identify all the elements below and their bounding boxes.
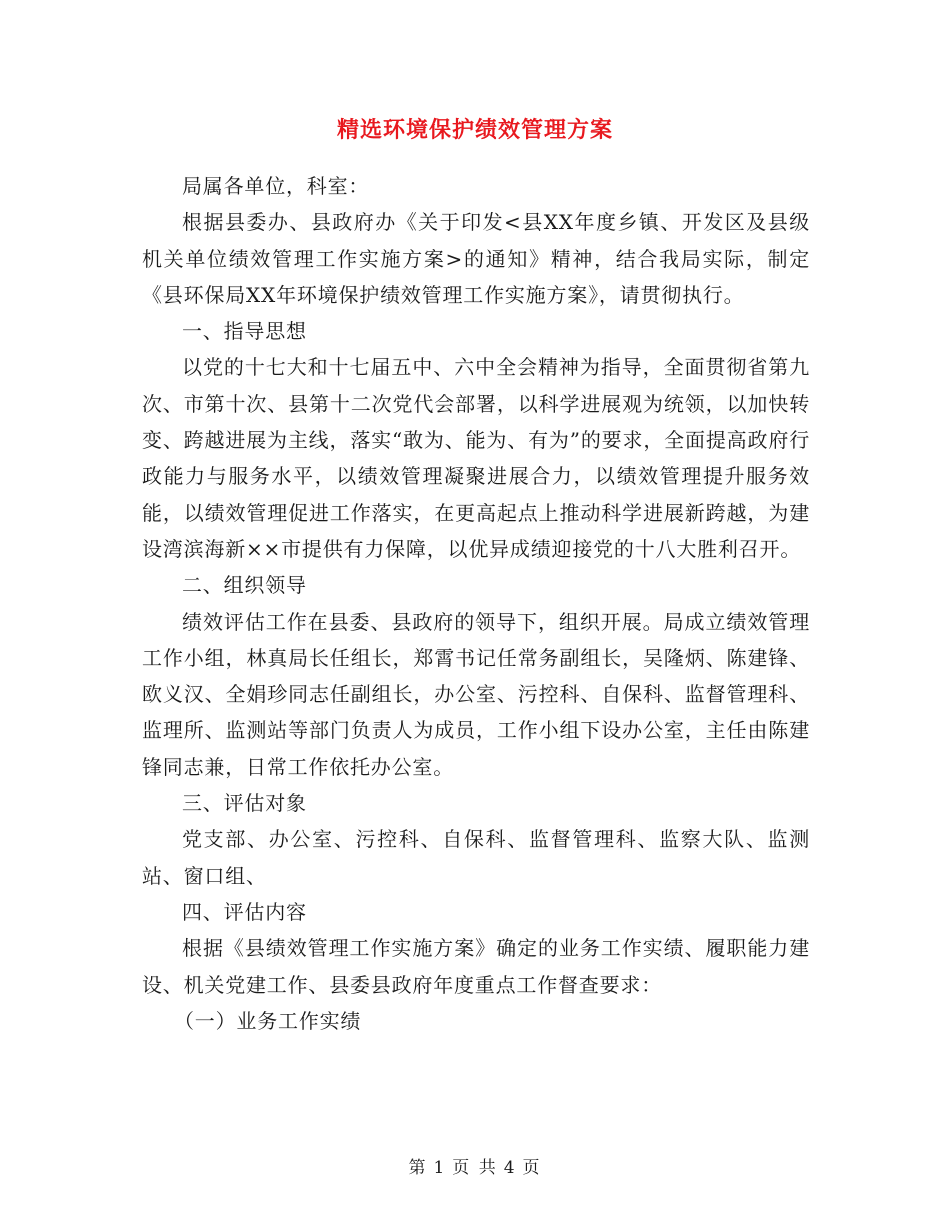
- guiding-ideology-paragraph: 以党的十七大和十七届五中、六中全会精神为指导，全面贯彻省第九次、市第十次、县第十二次党代会部署，以科学进展观为统领，以加快转变、跨越进展为主线，落实“敢为、能为、有为”的要求，全面提高政府行政能力与服务水平，以绩效管理凝聚进展合力，以绩效管理提升服务效能，以绩效管理促进工作落实，在更高起点上推动科学进展新跨越，为建设湾滨海新××市提供有力保障，以优异成绩迎接党的十八大胜利召开。: [142, 355, 810, 561]
- footer-prefix: 第: [408, 1158, 428, 1178]
- organization-paragraph: 绩效评估工作在县委、县政府的领导下，组织开展。局成立绩效管理工作小组，林真局长任组长，郑霄书记任常务副组长，吴隆炳、陈建锋、欧义汉、全娟珍同志任副组长，办公室、污控科、自保科、监督管理科、监理所、监测站等部门负责人为成员，工作小组下设办公室，主任由陈建锋同志兼，日常工作依托办公室。: [142, 609, 810, 779]
- total-pages-number: 4: [503, 1158, 517, 1178]
- current-page-number: 1: [433, 1158, 447, 1178]
- salutation: 局属各单位，科室：: [182, 174, 370, 198]
- section-heading-guiding-ideology: 一、指导思想: [182, 319, 307, 344]
- intro-paragraph: 根据县委办、县政府办《关于印发<县XX年度乡镇、开发区及县级机关单位绩效管理工作实施方案>的通知》精神，结合我局实际，制定《县环保局XX年环境保护绩效管理工作实施方案》，请贯彻执行。: [142, 210, 810, 307]
- evaluation-targets-paragraph: 党支部、办公室、污控科、自保科、监督管理科、监察大队、监测站、窗口组、: [142, 827, 810, 888]
- page-title: 精选环境保护绩效管理方案: [336, 117, 613, 143]
- page-footer: [0, 1153, 950, 1178]
- footer-suffix: 页: [522, 1158, 542, 1178]
- section-heading-evaluation-content: 四、评估内容: [182, 899, 307, 924]
- subsection-heading-business-performance: （一）业务工作实绩: [174, 1008, 362, 1033]
- document-body: [142, 168, 810, 1039]
- section-heading-evaluation-targets: 三、评估对象: [182, 791, 307, 816]
- section-heading-organization: 二、组织领导: [182, 573, 307, 598]
- footer-mid: 页 共: [452, 1158, 498, 1178]
- evaluation-content-paragraph: 根据《县绩效管理工作实施方案》确定的业务工作实绩、履职能力建设、机关党建工作、县委县政府年度重点工作督查要求：: [142, 936, 810, 997]
